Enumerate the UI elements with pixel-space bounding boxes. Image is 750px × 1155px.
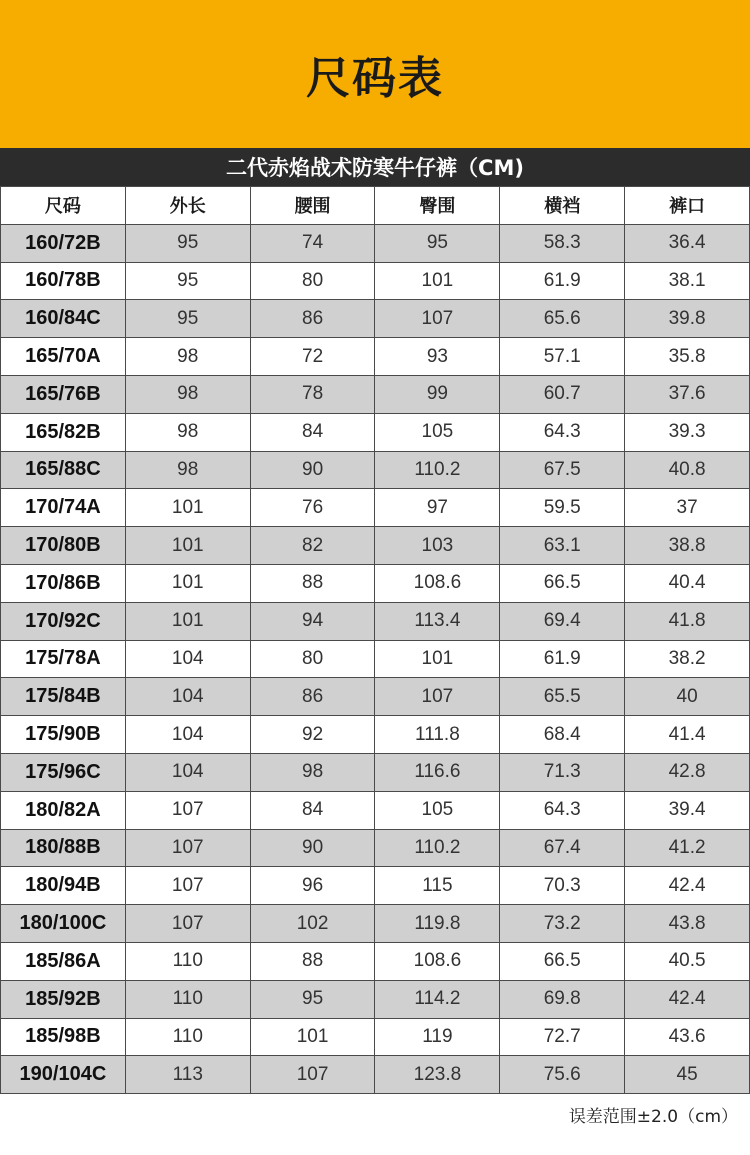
cell-leg-opening: 37 xyxy=(625,489,750,527)
cell-leg-opening: 39.3 xyxy=(625,413,750,451)
cell-size: 165/70A xyxy=(1,338,126,376)
cell-waist: 107 xyxy=(250,1056,375,1094)
cell-size: 165/76B xyxy=(1,375,126,413)
cell-leg-opening: 40.4 xyxy=(625,564,750,602)
cell-thigh: 61.9 xyxy=(500,640,625,678)
tolerance-note: 误差范围±2.0（cm） xyxy=(568,1107,738,1128)
cell-leg-opening: 41.2 xyxy=(625,829,750,867)
cell-leg-opening: 38.1 xyxy=(625,262,750,300)
cell-hip: 105 xyxy=(375,413,500,451)
cell-outseam: 104 xyxy=(125,640,250,678)
cell-leg-opening: 37.6 xyxy=(625,375,750,413)
cell-waist: 80 xyxy=(250,640,375,678)
cell-hip: 111.8 xyxy=(375,716,500,754)
cell-thigh: 69.4 xyxy=(500,602,625,640)
table-row xyxy=(1,413,750,451)
cell-outseam: 110 xyxy=(125,980,250,1018)
cell-hip: 119.8 xyxy=(375,905,500,943)
cell-hip: 123.8 xyxy=(375,1056,500,1094)
cell-hip: 107 xyxy=(375,300,500,338)
cell-size: 185/86A xyxy=(1,942,126,980)
cell-waist: 102 xyxy=(250,905,375,943)
cell-leg-opening: 42.8 xyxy=(625,753,750,791)
table-row xyxy=(1,375,750,413)
cell-waist: 90 xyxy=(250,829,375,867)
cell-size: 170/80B xyxy=(1,527,126,565)
cell-waist: 88 xyxy=(250,564,375,602)
cell-thigh: 65.6 xyxy=(500,300,625,338)
cell-thigh: 60.7 xyxy=(500,375,625,413)
table-row xyxy=(1,564,750,602)
table-row xyxy=(1,1056,750,1094)
cell-outseam: 104 xyxy=(125,678,250,716)
cell-leg-opening: 43.8 xyxy=(625,905,750,943)
cell-size: 160/84C xyxy=(1,300,126,338)
cell-waist: 88 xyxy=(250,942,375,980)
cell-leg-opening: 42.4 xyxy=(625,980,750,1018)
cell-leg-opening: 39.4 xyxy=(625,791,750,829)
column-header-hip: 臀围 xyxy=(375,187,500,225)
cell-waist: 82 xyxy=(250,527,375,565)
cell-outseam: 101 xyxy=(125,489,250,527)
cell-thigh: 63.1 xyxy=(500,527,625,565)
size-table xyxy=(0,186,750,1094)
cell-thigh: 69.8 xyxy=(500,980,625,1018)
cell-outseam: 98 xyxy=(125,338,250,376)
cell-outseam: 98 xyxy=(125,413,250,451)
cell-outseam: 101 xyxy=(125,564,250,602)
product-subtitle: 二代赤焰战术防寒牛仔裤（CM) xyxy=(226,156,524,180)
cell-waist: 101 xyxy=(250,1018,375,1056)
cell-outseam: 95 xyxy=(125,300,250,338)
cell-hip: 95 xyxy=(375,224,500,262)
cell-outseam: 98 xyxy=(125,375,250,413)
cell-thigh: 67.5 xyxy=(500,451,625,489)
cell-waist: 96 xyxy=(250,867,375,905)
table-row xyxy=(1,640,750,678)
column-header-thigh: 横裆 xyxy=(500,187,625,225)
cell-outseam: 95 xyxy=(125,224,250,262)
cell-waist: 95 xyxy=(250,980,375,1018)
cell-outseam: 110 xyxy=(125,1018,250,1056)
cell-outseam: 107 xyxy=(125,905,250,943)
cell-hip: 113.4 xyxy=(375,602,500,640)
cell-waist: 86 xyxy=(250,300,375,338)
cell-outseam: 98 xyxy=(125,451,250,489)
cell-size: 175/78A xyxy=(1,640,126,678)
cell-outseam: 104 xyxy=(125,716,250,754)
table-row xyxy=(1,262,750,300)
cell-hip: 108.6 xyxy=(375,564,500,602)
table-row xyxy=(1,942,750,980)
cell-size: 160/78B xyxy=(1,262,126,300)
table-row xyxy=(1,678,750,716)
cell-outseam: 110 xyxy=(125,942,250,980)
cell-thigh: 58.3 xyxy=(500,224,625,262)
table-row xyxy=(1,602,750,640)
cell-size: 175/84B xyxy=(1,678,126,716)
cell-size: 165/82B xyxy=(1,413,126,451)
cell-hip: 110.2 xyxy=(375,451,500,489)
cell-outseam: 107 xyxy=(125,791,250,829)
table-row xyxy=(1,338,750,376)
cell-outseam: 95 xyxy=(125,262,250,300)
cell-thigh: 64.3 xyxy=(500,791,625,829)
table-row xyxy=(1,791,750,829)
column-header-size: 尺码 xyxy=(1,187,126,225)
cell-outseam: 101 xyxy=(125,602,250,640)
cell-thigh: 67.4 xyxy=(500,829,625,867)
cell-outseam: 101 xyxy=(125,527,250,565)
cell-thigh: 73.2 xyxy=(500,905,625,943)
table-row xyxy=(1,1018,750,1056)
cell-thigh: 70.3 xyxy=(500,867,625,905)
cell-leg-opening: 41.4 xyxy=(625,716,750,754)
cell-hip: 107 xyxy=(375,678,500,716)
cell-thigh: 72.7 xyxy=(500,1018,625,1056)
cell-thigh: 66.5 xyxy=(500,564,625,602)
cell-thigh: 68.4 xyxy=(500,716,625,754)
cell-size: 170/74A xyxy=(1,489,126,527)
table-body xyxy=(1,224,750,1093)
cell-leg-opening: 45 xyxy=(625,1056,750,1094)
table-row xyxy=(1,224,750,262)
cell-size: 170/92C xyxy=(1,602,126,640)
cell-thigh: 57.1 xyxy=(500,338,625,376)
cell-leg-opening: 38.2 xyxy=(625,640,750,678)
column-header-leg-opening: 裤口 xyxy=(625,187,750,225)
cell-hip: 119 xyxy=(375,1018,500,1056)
cell-hip: 110.2 xyxy=(375,829,500,867)
cell-outseam: 107 xyxy=(125,829,250,867)
cell-waist: 92 xyxy=(250,716,375,754)
cell-waist: 98 xyxy=(250,753,375,791)
table-row xyxy=(1,905,750,943)
cell-thigh: 71.3 xyxy=(500,753,625,791)
cell-size: 175/90B xyxy=(1,716,126,754)
page-title: 尺码表 xyxy=(306,53,444,104)
table-row xyxy=(1,300,750,338)
cell-size: 160/72B xyxy=(1,224,126,262)
table-row xyxy=(1,716,750,754)
cell-size: 185/92B xyxy=(1,980,126,1018)
cell-leg-opening: 40.8 xyxy=(625,451,750,489)
cell-size: 165/88C xyxy=(1,451,126,489)
cell-waist: 90 xyxy=(250,451,375,489)
cell-hip: 93 xyxy=(375,338,500,376)
title-banner xyxy=(0,0,750,148)
cell-size: 190/104C xyxy=(1,1056,126,1094)
cell-hip: 115 xyxy=(375,867,500,905)
cell-hip: 99 xyxy=(375,375,500,413)
cell-leg-opening: 41.8 xyxy=(625,602,750,640)
cell-waist: 86 xyxy=(250,678,375,716)
cell-thigh: 64.3 xyxy=(500,413,625,451)
cell-size: 180/82A xyxy=(1,791,126,829)
table-row xyxy=(1,753,750,791)
cell-hip: 101 xyxy=(375,640,500,678)
cell-waist: 72 xyxy=(250,338,375,376)
table-header-row xyxy=(1,187,750,225)
cell-hip: 103 xyxy=(375,527,500,565)
cell-leg-opening: 42.4 xyxy=(625,867,750,905)
cell-thigh: 66.5 xyxy=(500,942,625,980)
table-row xyxy=(1,527,750,565)
cell-thigh: 59.5 xyxy=(500,489,625,527)
cell-leg-opening: 40 xyxy=(625,678,750,716)
cell-size: 180/94B xyxy=(1,867,126,905)
table-row xyxy=(1,489,750,527)
cell-waist: 84 xyxy=(250,791,375,829)
cell-hip: 101 xyxy=(375,262,500,300)
table-row xyxy=(1,451,750,489)
cell-size: 180/88B xyxy=(1,829,126,867)
table-row xyxy=(1,829,750,867)
cell-leg-opening: 40.5 xyxy=(625,942,750,980)
cell-outseam: 107 xyxy=(125,867,250,905)
cell-waist: 78 xyxy=(250,375,375,413)
cell-leg-opening: 39.8 xyxy=(625,300,750,338)
product-subtitle-bar xyxy=(0,148,750,186)
cell-size: 180/100C xyxy=(1,905,126,943)
cell-hip: 97 xyxy=(375,489,500,527)
cell-size: 170/86B xyxy=(1,564,126,602)
cell-hip: 105 xyxy=(375,791,500,829)
table-row xyxy=(1,980,750,1018)
cell-outseam: 104 xyxy=(125,753,250,791)
cell-thigh: 61.9 xyxy=(500,262,625,300)
cell-size: 175/96C xyxy=(1,753,126,791)
cell-leg-opening: 36.4 xyxy=(625,224,750,262)
cell-waist: 76 xyxy=(250,489,375,527)
cell-leg-opening: 35.8 xyxy=(625,338,750,376)
cell-leg-opening: 38.8 xyxy=(625,527,750,565)
cell-waist: 94 xyxy=(250,602,375,640)
cell-hip: 108.6 xyxy=(375,942,500,980)
cell-waist: 84 xyxy=(250,413,375,451)
cell-thigh: 65.5 xyxy=(500,678,625,716)
cell-waist: 74 xyxy=(250,224,375,262)
cell-outseam: 113 xyxy=(125,1056,250,1094)
column-header-waist: 腰围 xyxy=(250,187,375,225)
cell-leg-opening: 43.6 xyxy=(625,1018,750,1056)
cell-thigh: 75.6 xyxy=(500,1056,625,1094)
cell-hip: 114.2 xyxy=(375,980,500,1018)
cell-size: 185/98B xyxy=(1,1018,126,1056)
table-row xyxy=(1,867,750,905)
cell-hip: 116.6 xyxy=(375,753,500,791)
column-header-outseam: 外长 xyxy=(125,187,250,225)
cell-waist: 80 xyxy=(250,262,375,300)
